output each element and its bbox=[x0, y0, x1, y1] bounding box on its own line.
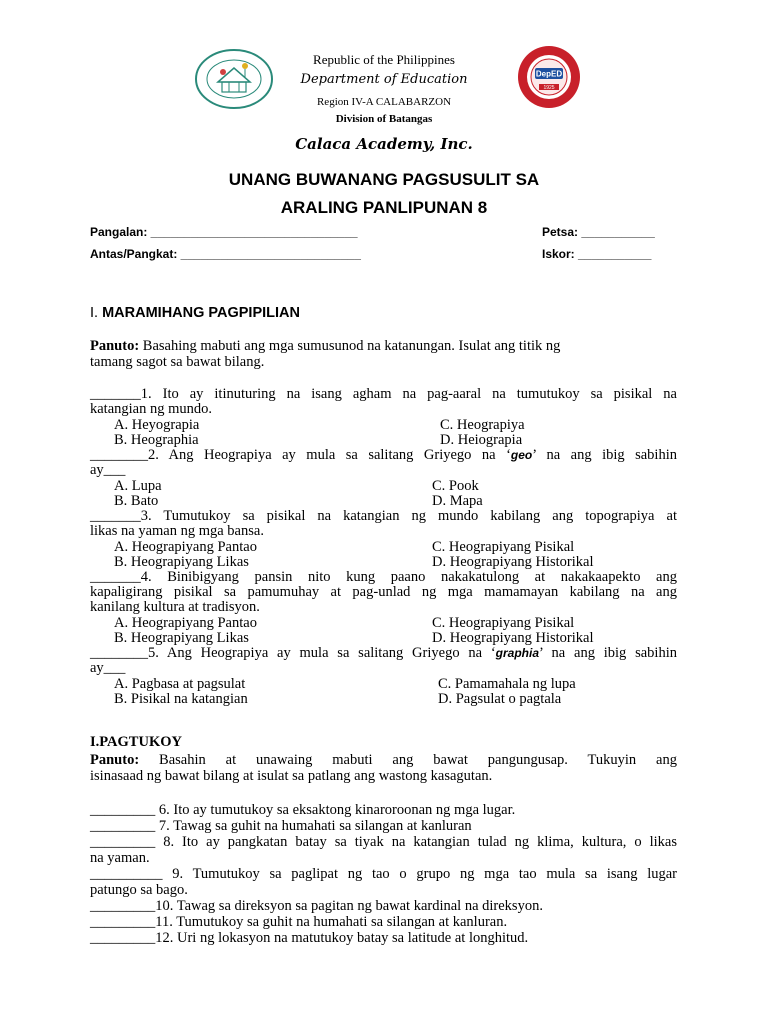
exam-title-line1: UNANG BUWANANG PAGSUSULIT SA bbox=[228, 170, 540, 189]
q3-option-c: C. Heograpiyang Pisikal bbox=[432, 539, 575, 555]
name-field[interactable]: Pangalan: _______________________________ bbox=[90, 225, 358, 239]
section1-title: MARAMIHANG PAGPIPILIAN bbox=[102, 305, 300, 321]
q3-option-b: B. Heograpiyang Likas bbox=[114, 554, 249, 570]
department-line: Department of Education bbox=[300, 72, 468, 87]
panuto-text-1: Basahing mabuti ang mga sumusunod na katanungan. Isulat ang titik ng bbox=[139, 338, 561, 354]
grade-field[interactable]: Antas/Pangkat: ___________________________ bbox=[90, 247, 361, 261]
question-9: __________ 9. Tumutukoy sa paglipat ng tao o grupo ng mga tao mula sa isang lugar bbox=[90, 866, 677, 882]
question-8-cont: na yaman. bbox=[90, 850, 150, 866]
section2-instructions bbox=[90, 753, 677, 769]
question-4: _______4. Binibigyang pansin nito kung paano nakakatulong at nakakaapekto ang bbox=[90, 569, 677, 585]
question-5 bbox=[90, 646, 677, 662]
question-3-cont: likas na yaman ng mga bansa. bbox=[90, 523, 264, 539]
q1-option-d: D. Heiograpia bbox=[440, 432, 523, 448]
question-9-cont: patungo sa bago. bbox=[90, 882, 188, 898]
svg-text:1925: 1925 bbox=[543, 85, 555, 91]
division-line: Division of Batangas bbox=[335, 113, 433, 125]
republic-line: Republic of the Philippines bbox=[313, 52, 455, 67]
q4-option-c: C. Heograpiyang Pisikal bbox=[432, 615, 575, 631]
question-1-cont: katangian ng mundo. bbox=[90, 401, 213, 417]
question-1: _______1. Ito ay itinuturing na isang agham na pag-aaral na tumutukoy sa pisikal na bbox=[90, 386, 677, 402]
panuto2-label: Panuto: bbox=[90, 752, 140, 768]
date-field[interactable]: Petsa: ___________ bbox=[542, 225, 655, 239]
q5-option-a: A. Pagbasa at pagsulat bbox=[114, 676, 246, 692]
q5-keyword: graphia bbox=[495, 646, 540, 660]
q1-option-a: A. Heyograpia bbox=[114, 417, 200, 433]
exam-title-line2: ARALING PANLIPUNAN 8 bbox=[280, 198, 488, 217]
question-11: _________11. Tumutukoy sa guhit na humahati sa silangan at kanluran. bbox=[90, 914, 508, 930]
q4-option-d: D. Heograpiyang Historikal bbox=[432, 630, 594, 646]
q2-option-d: D. Mapa bbox=[432, 493, 483, 509]
section1-heading bbox=[90, 305, 300, 321]
region-line: Region IV-A CALABARZON bbox=[316, 96, 452, 108]
q5-text-pre: ________5. Ang Heograpiya ay mula sa salitang Griyego na ‘ bbox=[90, 645, 496, 661]
q2-option-b: B. Bato bbox=[114, 493, 159, 509]
q1-option-c: C. Heograpiya bbox=[440, 417, 525, 433]
q2-text-pre: ________2. Ang Heograpiya ay mula sa salitang Griyego na ‘ bbox=[90, 447, 511, 463]
question-4-cont1: kapaligirang pisikal sa pamumuhay at pag-unlad ng mga mamamayan kabilang na ang bbox=[90, 584, 677, 600]
question-10: _________10. Tawag sa direksyon sa pagitan ng bawat kardinal na direksyon. bbox=[90, 898, 543, 914]
panuto2-text-1: Basahin at unawaing mabuti ang bawat pangungusap. Tukuyin ang bbox=[139, 752, 677, 768]
q3-option-a: A. Heograpiyang Pantao bbox=[114, 539, 257, 555]
q5-option-b: B. Pisikal na katangian bbox=[114, 691, 248, 707]
question-7: _________ 7. Tawag sa guhit na humahati sa silangan at kanluran bbox=[90, 818, 472, 834]
panuto-label: Panuto: bbox=[90, 338, 140, 354]
q2-option-a: A. Lupa bbox=[114, 478, 162, 494]
q5-option-d: D. Pagsulat o pagtala bbox=[438, 691, 562, 707]
panuto-text-2: tamang sagot sa bawat bilang. bbox=[90, 354, 265, 370]
score-field[interactable]: Iskor: ___________ bbox=[542, 247, 652, 261]
q3-option-d: D. Heograpiyang Historikal bbox=[432, 554, 594, 570]
section2-title: I.PAGTUKOY bbox=[90, 734, 182, 750]
school-name: Calaca Academy, Inc. bbox=[295, 135, 473, 153]
question-2 bbox=[90, 448, 677, 464]
section1-number: I. bbox=[90, 305, 103, 321]
panuto2-text-2: isinasaad ng bawat bilang at isulat sa patlang ang wastong kasagutan. bbox=[90, 768, 493, 784]
question-8: _________ 8. Ito ay pangkatan batay sa tiyak na katangian tulad ng klima, kultura, o likas bbox=[90, 834, 677, 850]
svg-text:DepED: DepED bbox=[535, 69, 563, 79]
question-4-cont2: kanilang kultura at tradisyon. bbox=[90, 599, 260, 615]
question-2-cont: ay___ bbox=[90, 462, 126, 478]
q5-option-c: C. Pamamahala ng lupa bbox=[438, 676, 576, 692]
q2-keyword: geo bbox=[510, 448, 533, 462]
q2-text-post: ’ na ang ibig sabihin bbox=[532, 447, 677, 463]
q2-option-c: C. Pook bbox=[432, 478, 479, 494]
q5-text-post: ’ na ang ibig sabihin bbox=[539, 645, 677, 661]
question-12: _________12. Uri ng lokasyon na matutukoy batay sa latitude at longhitud. bbox=[90, 930, 529, 946]
section1-instructions bbox=[90, 339, 677, 355]
q4-option-b: B. Heograpiyang Likas bbox=[114, 630, 249, 646]
question-3: _______3. Tumutukoy sa pisikal na katangian ng mundo kabilang ang topograpiya at bbox=[90, 508, 677, 524]
q1-option-b: B. Heographia bbox=[114, 432, 199, 448]
question-6: _________ 6. Ito ay tumutukoy sa eksaktong kinaroroonan ng mga lugar. bbox=[90, 802, 516, 818]
question-5-cont: ay___ bbox=[90, 660, 126, 676]
q4-option-a: A. Heograpiyang Pantao bbox=[114, 615, 257, 631]
